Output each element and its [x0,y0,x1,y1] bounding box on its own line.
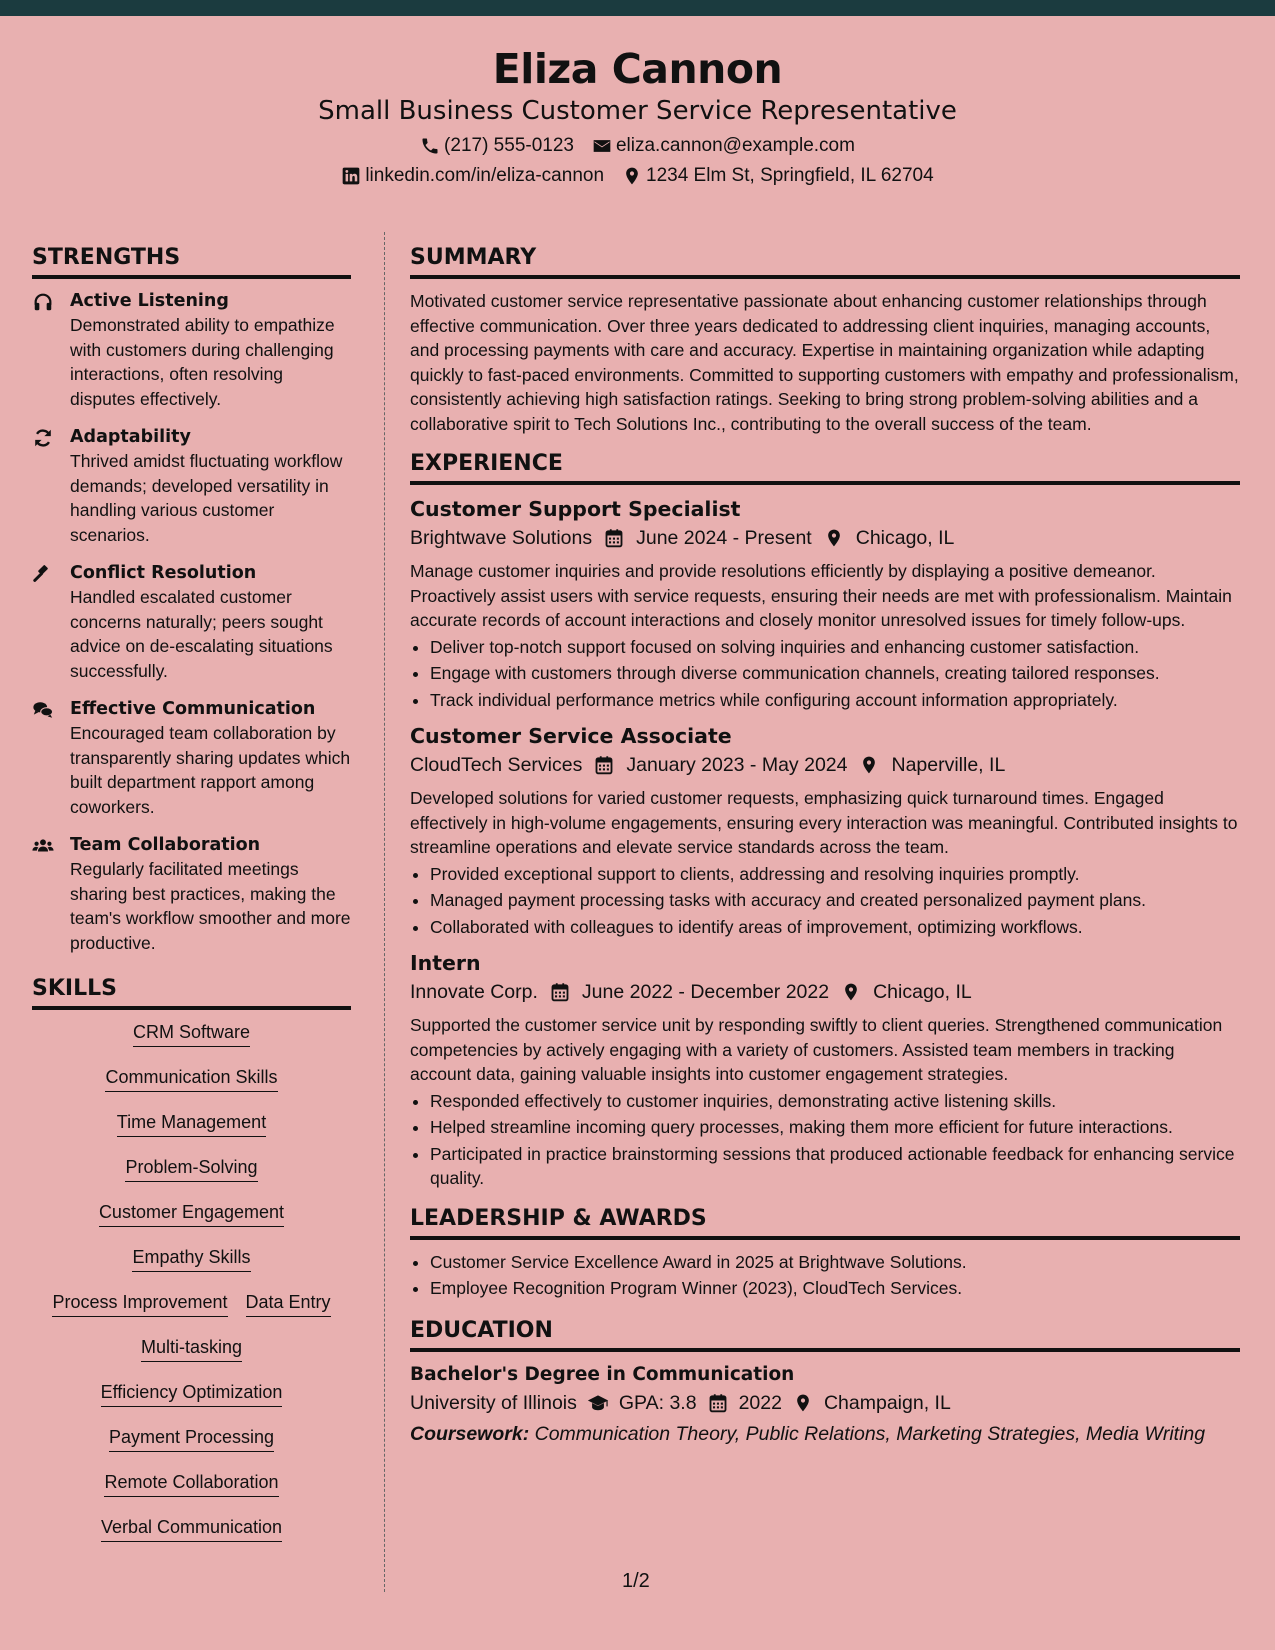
calendar-icon [707,1393,729,1413]
job-bullet: • Track individual performance metrics while configuring account information appropriately. [430,688,1240,713]
map-marker-icon [792,1393,814,1413]
job-location: Chicago, IL [855,527,955,549]
right-column [410,244,1240,1448]
skills-heading: SKILLS [32,975,351,1010]
skill-row [32,1515,351,1560]
job-bullets [410,862,1240,940]
address-contact [622,164,934,188]
job-bullets [410,635,1240,713]
comments-icon [32,699,54,721]
strength-title: Effective Communication [70,699,316,719]
headphones-icon [32,291,54,313]
skill-item: Communication Skills [105,1065,277,1092]
skill-row [32,1425,351,1470]
job-entry [410,722,1240,939]
linkedin-icon [341,166,361,186]
strength-desc: Encouraged team collaboration by transparently sharing updates which built department rapport among coworkers. [70,723,351,817]
users-icon [32,835,54,857]
job-bullets [410,1089,1240,1191]
resume-header [0,16,1275,204]
job-bullet: • Collaborated with colleagues to identify areas of improvement, optimizing workflows. [430,915,1240,940]
skill-row [32,1290,351,1335]
skill-row [32,1380,351,1425]
strengths-heading: STRENGTHS [32,244,351,279]
skill-row [32,1065,351,1110]
job-company: CloudTech Services [410,754,583,776]
page-number: 1/2 [622,1570,650,1592]
job-entry [410,495,1240,712]
skill-row [32,1155,351,1200]
awards-heading: LEADERSHIP & AWARDS [410,1205,1240,1240]
strength-title: Adaptability [70,427,191,447]
strength-item [32,425,351,547]
skill-row [32,1020,351,1065]
skill-item: Time Management [117,1110,266,1137]
map-marker-icon [824,528,844,548]
skills-list [32,1020,351,1560]
map-marker-icon [622,166,642,186]
strength-item [32,561,351,683]
job-location: Naperville, IL [891,754,1006,776]
calendar-icon [594,755,614,775]
coursework [410,1420,1240,1448]
job-meta [410,977,1240,1007]
job-company: Brightwave Solutions [410,527,593,549]
strengths-section [32,244,351,955]
summary-text: Motivated customer service representative passionate about enhancing customer relationships through effective communication. Over three years dedicated to addressing client inquiries, managing accounts, and processing payments with care and accuracy. Expertise in maintaining organization while adapting quickly to fast-paced environments. Committed to supporting customers with empathy and professionalism, consistently achieving high satisfaction ratings. Seeking to bring strong problem-solving abilities and a collaborative spirit to Tech Solutions Inc., contributing to the overall success of the team. [410,291,1239,434]
degree-title: Bachelor's Degree in Communication [410,1363,795,1385]
graduation-cap-icon [587,1393,609,1413]
job-bullet: • Participated in practice brainstorming sessions that produced actionable feedback for enhancing service quality. [430,1142,1240,1191]
job-bullet: • Managed payment processing tasks with accuracy and created personalized payment plans. [430,888,1240,913]
strength-item [32,833,351,955]
strength-desc: Regularly facilitated meetings sharing best practices, making the team's workflow smoother and more productive. [70,859,351,953]
candidate-role: Small Business Customer Service Representative [318,96,957,126]
education-section [410,1317,1240,1448]
skill-row [32,1245,351,1290]
skill-row [32,1470,351,1515]
job-bullet: • Responded effectively to customer inquiries, demonstrating active listening skills. [430,1089,1240,1114]
summary-heading: SUMMARY [410,244,1240,279]
left-column [32,244,351,1560]
job-dates: June 2024 - Present [636,527,812,549]
skill-item: Problem-Solving [125,1155,257,1182]
candidate-name: Eliza Cannon [492,45,783,93]
job-dates: June 2022 - December 2022 [581,981,830,1003]
education-meta [410,1388,1240,1418]
contact-row-2 [0,164,1275,188]
award-item: • Customer Service Excellence Award in 2025 at Brightwave Solutions. [430,1250,1240,1275]
email-contact[interactable] [592,134,855,158]
coursework-label: Coursework: [410,1422,530,1445]
job-description: Supported the customer service unit by responding swiftly to client queries. Strengthened communication competencies by actively engaging with a variety of customers. Assisted team members in tracking account data, gaining valuable insights into customer engagement strategies. [410,1015,1223,1084]
envelope-icon [592,136,612,156]
column-divider [384,232,385,1592]
job-meta [410,750,1240,780]
job-entry [410,949,1240,1191]
job-dates: January 2023 - May 2024 [626,754,848,776]
strength-desc: Demonstrated ability to empathize with customers during challenging interactions, often resolving disputes effectively. [70,315,335,409]
job-description: Developed solutions for varied customer requests, emphasizing quick turnaround times. Engaged effectively in high-volume engagements, ensuring every interaction was meaningful. Contributed insights to streamline operations and elevate service standards across the team. [410,788,1238,857]
gavel-icon [32,563,54,585]
skill-item: Customer Engagement [99,1200,284,1227]
job-description: Manage customer inquiries and provide resolutions efficiently by displaying a positive demeanor. Proactively assist users with service requests, ensuring their needs are met with professionalism. Maintain accurate records of account interactions and closely monitor unresolved issues for timely follow-ups. [410,561,1232,630]
job-company: Innovate Corp. [410,981,538,1003]
experience-section [410,450,1240,1191]
map-marker-icon [841,982,861,1002]
awards-list [410,1250,1240,1301]
skill-item: Data Entry [246,1290,331,1317]
education-heading: EDUCATION [410,1317,1240,1352]
coursework-list: Communication Theory, Public Relations, Marketing Strategies, Media Writing [534,1422,1206,1445]
school-name: University of Illinois [410,1391,577,1414]
skills-section [32,975,351,1560]
strength-desc: Handled escalated customer concerns naturally; peers sought advice on de-escalating situations successfully. [70,587,333,681]
skill-row [32,1335,351,1380]
job-location: Chicago, IL [873,981,972,1003]
email-text: eliza.cannon@example.com [615,135,855,156]
job-bullet: • Engage with customers through diverse communication channels, creating tailored responses. [430,661,1240,686]
graduation-year: 2022 [738,1391,782,1414]
strength-title: Team Collaboration [70,835,261,855]
skill-item: Verbal Communication [101,1515,282,1542]
skill-item: Multi-tasking [141,1335,242,1362]
address-text: 1234 Elm St, Springfield, IL 62704 [646,165,934,186]
skill-item: Efficiency Optimization [101,1380,283,1407]
gpa-text: GPA: 3.8 [618,1391,697,1414]
job-title: Customer Service Associate [410,724,732,748]
summary-section [410,244,1240,436]
strength-desc: Thrived amidst fluctuating workflow demands; developed versatility in handling various customer scenarios. [70,451,343,545]
award-item: • Employee Recognition Program Winner (2023), CloudTech Services. [430,1276,1240,1301]
job-bullet: • Provided exceptional support to clients, addressing and resolving inquiries promptly. [430,862,1240,887]
school-location: Champaign, IL [823,1391,951,1414]
skill-row [32,1110,351,1155]
phone-icon [420,136,440,156]
skill-item: Empathy Skills [132,1245,250,1272]
job-title: Customer Support Specialist [410,497,741,521]
skill-item: Process Improvement [52,1290,227,1317]
map-marker-icon [859,755,879,775]
phone-text: (217) 555-0123 [444,135,574,156]
strength-item [32,697,351,819]
linkedin-contact[interactable] [341,164,604,188]
job-bullet: • Helped streamline incoming query processes, making them more efficient for future interactions. [430,1115,1240,1140]
strength-title: Active Listening [70,291,229,311]
skill-row [32,1200,351,1245]
job-bullet: • Deliver top-notch support focused on solving inquiries and enhancing customer satisfaction. [430,635,1240,660]
contact-row-1 [0,134,1275,158]
experience-heading: EXPERIENCE [410,450,1240,485]
skill-item: Remote Collaboration [104,1470,278,1497]
phone-contact[interactable] [420,134,574,158]
skill-item: CRM Software [133,1020,250,1047]
skill-item: Payment Processing [109,1425,274,1452]
job-meta [410,523,1240,553]
linkedin-text: linkedin.com/in/eliza-cannon [365,165,605,186]
calendar-icon [550,982,570,1002]
job-title: Intern [410,951,481,975]
awards-section [410,1205,1240,1301]
calendar-icon [604,528,624,548]
refresh-icon [32,427,54,449]
top-accent-bar [0,0,1275,16]
strength-title: Conflict Resolution [70,563,257,583]
strength-item [32,289,351,411]
